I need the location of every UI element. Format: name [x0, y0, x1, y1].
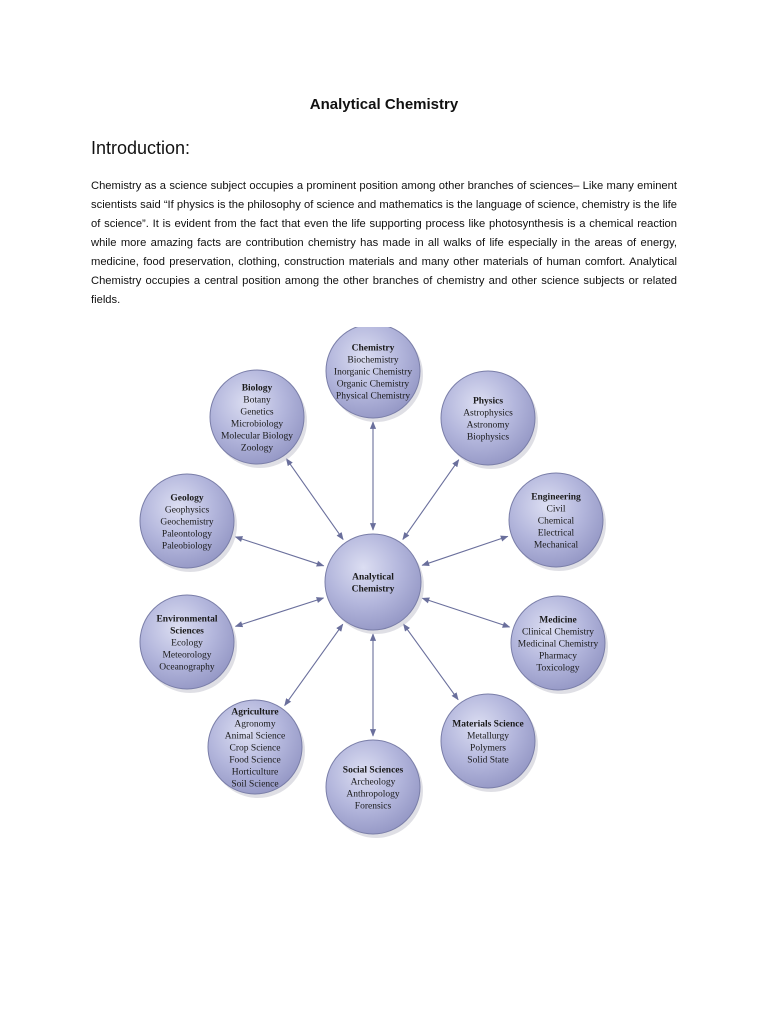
node-environmental-sciences	[140, 595, 237, 693]
environmental-sciences-item: Ecology	[171, 638, 203, 649]
chemistry-title: Chemistry	[351, 343, 395, 354]
medicine-item: Toxicology	[536, 663, 580, 674]
arrow-agriculture	[285, 624, 343, 705]
node-medicine	[511, 596, 608, 694]
branches-diagram	[91, 327, 664, 844]
engineering-title: Engineering	[531, 492, 581, 503]
agriculture-item: Animal Science	[224, 731, 286, 742]
arrow-biology	[286, 459, 343, 540]
geology-item: Geochemistry	[160, 517, 214, 528]
node-materials-science	[441, 694, 538, 792]
physics-item: Astrophysics	[463, 408, 513, 419]
geology-item: Geophysics	[164, 505, 210, 516]
node-biology	[210, 370, 307, 468]
biology-item: Molecular Biology	[220, 431, 294, 442]
nodes-layer	[140, 327, 608, 838]
geology-item: Paleontology	[161, 529, 213, 540]
intro-paragraph: Chemistry as a science subject occupies a prominent position among other branches of sciences– Like many eminent scientists said “If physics is the philosophy of science and mathematics is the language of science, chemistry is the life of science”. It is evident from the fact that even the life supporting process like photosynthesis is a chemical reaction while more amazing facts are contribution chemistry has made in all walks of life especially in the areas of energy, medicine, food preservation, clothing, construction materials and many other materials of human comfort. Analytical Chemistry occupies a central position among the other branches of chemistry and other science subjects or related fields.	[91, 180, 677, 306]
engineering-item: Chemical	[537, 516, 575, 527]
arrow-medicine	[422, 598, 509, 627]
arrow-physics	[403, 460, 459, 540]
biology-item: Botany	[243, 395, 271, 406]
agriculture-item: Food Science	[229, 755, 281, 766]
physics-item: Astronomy	[466, 420, 510, 431]
materials-science-title: Materials Science	[452, 719, 524, 730]
physics-item: Biophysics	[466, 432, 510, 443]
social-sciences-item: Forensics	[354, 801, 392, 812]
agriculture-item: Agronomy	[234, 719, 276, 730]
node-physics	[441, 371, 538, 469]
geology-title: Geology	[170, 493, 204, 504]
biology-title: Biology	[241, 383, 273, 394]
arrow-geology	[235, 537, 323, 566]
biology-item: Microbiology	[230, 419, 284, 430]
medicine-item: Pharmacy	[539, 651, 577, 662]
arrow-engineering	[422, 536, 507, 565]
chemistry-item: Physical Chemistry	[335, 391, 411, 402]
environmental-sciences-item: Oceanography	[159, 662, 215, 673]
biology-item: Zoology	[240, 443, 274, 454]
agriculture-item: Soil Science	[231, 779, 279, 790]
node-engineering	[509, 473, 606, 571]
medicine-item: Medicinal Chemistry	[517, 639, 599, 650]
physics-title: Physics	[472, 396, 504, 407]
social-sciences-item: Archeology	[350, 777, 396, 788]
geology-item: Paleobiology	[161, 541, 213, 552]
engineering-item: Civil	[546, 504, 566, 515]
agriculture-item: Horticulture	[231, 767, 279, 778]
node-chemistry	[326, 327, 423, 422]
arrow-environmental-sciences	[236, 598, 324, 626]
environmental-sciences-item: Meteorology	[162, 650, 212, 661]
materials-science-item: Polymers	[470, 743, 506, 754]
engineering-item: Electrical	[537, 528, 575, 539]
agriculture-item: Crop Science	[229, 743, 281, 754]
social-sciences-title: Social Sciences	[342, 765, 404, 776]
analytical-chemistry-title: Chemistry	[351, 584, 395, 595]
social-sciences-item: Anthropology	[346, 789, 400, 800]
analytical-chemistry-title: Analytical	[352, 572, 394, 583]
engineering-item: Mechanical	[533, 540, 579, 551]
arrow-materials-science	[403, 624, 458, 700]
chemistry-item: Inorganic Chemistry	[333, 367, 413, 378]
node-geology	[140, 474, 237, 572]
agriculture-title: Agriculture	[231, 707, 279, 718]
materials-science-item: Metallurgy	[466, 731, 510, 742]
node-agriculture	[208, 700, 305, 798]
materials-science-item: Solid State	[467, 755, 509, 766]
biology-item: Genetics	[240, 407, 274, 418]
section-heading: Introduction:	[91, 138, 191, 158]
node-analytical-chemistry	[325, 534, 424, 634]
chemistry-item: Organic Chemistry	[336, 379, 410, 390]
environmental-sciences-title: Environmental	[156, 614, 218, 625]
page-title: Analytical Chemistry	[309, 96, 459, 113]
medicine-title: Medicine	[539, 615, 577, 626]
environmental-sciences-title: Sciences	[170, 626, 204, 637]
node-social-sciences	[326, 740, 423, 838]
chemistry-item: Biochemistry	[347, 355, 399, 366]
medicine-item: Clinical Chemistry	[521, 627, 595, 638]
